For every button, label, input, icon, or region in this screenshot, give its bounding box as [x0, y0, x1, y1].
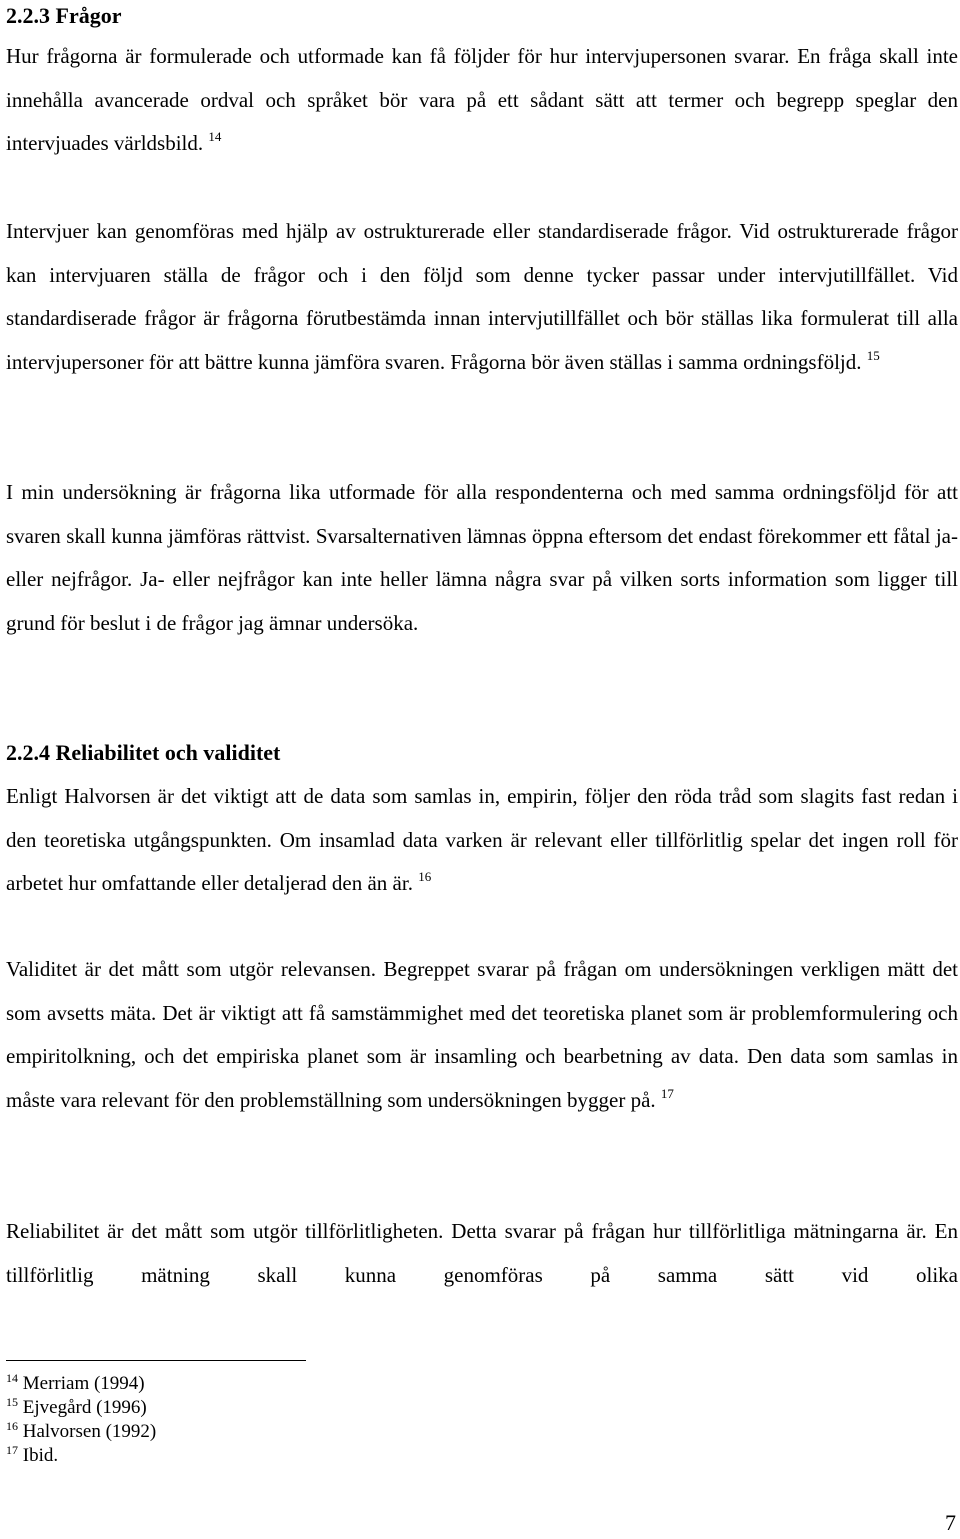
paragraph-4-text: Enligt Halvorsen är det viktigt att de data som samlas in, empirin, följer den röda tråd som slagits fast redan i den teoretiska utgångspunkten. Om insamlad data varken är relevant eller tillförlitlig spelar det ingen roll för arbetet hur omfattande eller detaljerad den än är.	[6, 784, 958, 896]
paragraph-3-text: I min undersökning är frågorna lika utformade för alla respondenterna och med samma ordningsföljd för att svaren skall kunna jämföras rättvist. Svarsalternativen lämnas öppna eftersom det endast förekommer ett fåtal ja- eller nejfrågor. Ja- eller nejfrågor kan inte heller lämna några svar på vilken sorts information som ligger till grund för beslut i de frågor jag ämnar undersöka.	[6, 480, 958, 635]
footnote-17	[6, 1444, 156, 1468]
footnote-number: 17	[6, 1443, 18, 1457]
paragraph-1-text: Hur frågorna är formulerade och utformade kan få följder för hur intervjupersonen svarar. En fråga skall inte innehålla avancerade ordval och språket bör vara på ett sådant sätt att termer och begrepp speglar den intervjuades världsbild.	[6, 44, 958, 156]
footnote-ref-14: 14	[208, 129, 222, 145]
section-heading-fragor: 2.2.3 Frågor	[6, 3, 122, 28]
footnote-number: 16	[6, 1419, 18, 1433]
footnote-number: 14	[6, 1371, 18, 1385]
section-heading-reliabilitet: 2.2.4 Reliabilitet och validitet	[6, 740, 281, 765]
footnote-ref-16: 16	[418, 869, 432, 885]
paragraph-6	[6, 1210, 958, 1297]
footnote-16	[6, 1420, 156, 1444]
paragraph-2	[6, 210, 958, 384]
paragraph-3	[6, 471, 958, 645]
footnote-text: Ejvegård (1996)	[22, 1397, 147, 1418]
footnote-text: Ibid.	[22, 1445, 59, 1466]
footnote-15	[6, 1396, 156, 1420]
paragraph-6-text: Reliabilitet är det mått som utgör tillförlitligheten. Detta svarar på frågan hur tillförlitliga mätningarna är. En tillförlitlig mätning skall kunna genomföras på samma sätt vid olika	[6, 1219, 958, 1287]
paragraph-2-text: Intervjuer kan genomföras med hjälp av ostrukturerade eller standardiserade frågor. Vid ostrukturerade frågor kan intervjuaren ställa de frågor och i den följd som denne tycker passar under intervjutillfället. Vid standardiserade frågor är frågorna förutbestämda innan intervjutillfället och bör ställas lika formulerat till alla intervjupersoner för att bättre kunna jämföra svaren. Frågorna bör även ställas i samma ordningsföljd.	[6, 219, 958, 374]
paragraph-1	[6, 35, 958, 166]
paragraph-5-text: Validitet är det mått som utgör relevansen. Begreppet svarar på frågan om undersökningen verkligen mätt det som avsetts mäta. Det är viktigt att få samstämmighet med det teoretiska planet som är problemformulering och empiritolkning, och det empiriska planet som är insamling och bearbetning av data. Den data som samlas in måste vara relevant för den problemställning som undersökningen bygger på.	[6, 957, 958, 1112]
paragraph-4	[6, 775, 958, 906]
footnote-14	[6, 1372, 156, 1396]
footnotes	[6, 1372, 156, 1468]
footnote-ref-15: 15	[866, 347, 880, 363]
footnote-text: Merriam (1994)	[22, 1373, 145, 1394]
paragraph-5	[6, 948, 958, 1122]
page-number: 7	[945, 1510, 956, 1535]
footnote-text: Halvorsen (1992)	[22, 1421, 157, 1442]
footnote-ref-17: 17	[660, 1085, 674, 1101]
footnote-separator	[6, 1360, 306, 1361]
footnote-number: 15	[6, 1395, 18, 1409]
